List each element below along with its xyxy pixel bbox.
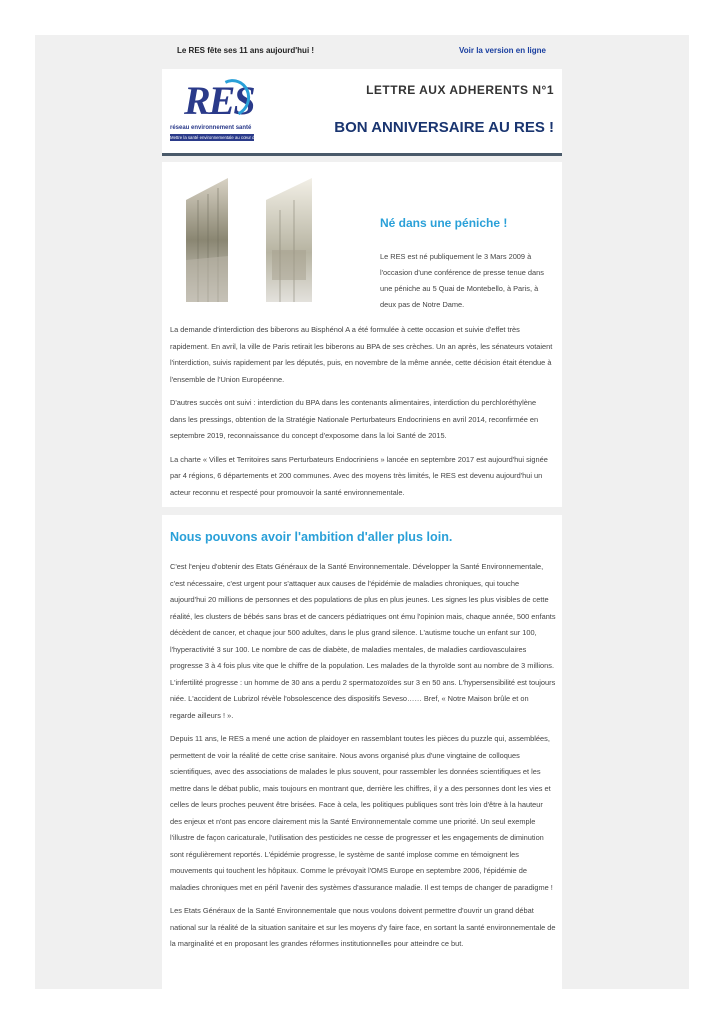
newsletter-header: [162, 69, 562, 156]
newsletter-page: [35, 35, 689, 989]
section-birth-intro: Le RES est né publiquement le 3 Mars 2009 à l'occasion d'une conférence de presse tenue dans une péniche au 5 Quai de Montebello, à Paris, à deux pas de Notre Dame.: [380, 252, 544, 309]
preheader-text: Le RES fête ses 11 ans aujourd'hui !: [177, 46, 315, 55]
logo-subtagline: Mettre la santé environnementale au cœur des politiques publiques: [170, 135, 299, 140]
paragraph: La charte « Villes et Territoires sans Perturbateurs Endocriniens » lancée en septembre 2017 est aujourd'hui signée par 4 régions, 6 départements et 200 communes. Avec des moyens très limités, le RES est devenu aujourd'hui un acteur reconnu et respecté pour promouvoir la santé environnementale.: [170, 454, 548, 497]
section-ambition-body: [170, 559, 556, 960]
paragraph: Depuis 11 ans, le RES a mené une action de plaidoyer en rassemblant toutes les pièces du puzzle qui, assemblées, permettent de voir la réalité de cette crise sanitaire. Nous avons organisé plus d'une vingtaine de colloques scientifiques, avec des associations de malades le plus souvent, pour rassembler les données scientifiques et les mettre dans le débat public, mais toujours en montrant que, derrière les chiffres, il y a des personnes dont les vies et celles de leurs proches peuvent être brisées. Face à cela, les politiques publiques sont très loin d'être à la hauteur des enjeux et n'ont pas encore clairement mis la Santé Environnementale comme une priorité. Un seul exemple l'illustre de façon caricaturale, l'utilisation des pesticides ne cesse de progresser et les engagements de diminution sont régulièrement reportés. L'épidémie progresse, le système de santé implose comme en témoignent les mouvements qui touchent les hôpitaux. Comme le prévoyait l'OMS Europe en septembre 2006, l'épidémie de maladies chroniques met en péril l'avenir des systèmes d'assurance maladie. Il est temps de changer de paradigme !: [170, 734, 553, 892]
section-ambition-heading: Nous pouvons avoir l'ambition d'aller plus loin.: [170, 530, 453, 544]
section-birth-body: [170, 322, 554, 508]
paragraph: C'est l'enjeu d'obtenir des Etats Généraux de la Santé Environnementale. Développer la Santé Environnementale, c'est nécessaire, c'est urgent pour s'attaquer aux causes de l'épidémie de maladies chroniques, qui touche aujourd'hui 20 millions de personnes et des populations de plus en plus jeunes. Les signes les plus visibles de cette réalité, les clusters de bébés sans bras et de cancers pédiatriques ont ému l'opinion mais, chaque année, 500 enfants décèdent de cancer, et chaque jour 500 adultes, dans le plus grand silence. L'autisme touche un enfant sur 100, l'hyperactivité 3 sur 100. Le nombre de cas de diabète, de maladies mentales, de maladies cardiovasculaires progresse 3 à 4 fois plus vite que le chiffre de la population. Les malades de la thyroïde sont au nombre de 3 millions. L'infertilité progresse : un homme de 30 ans a perdu 2 spermatozoïdes sur 3 en 50 ans. L'hypersensibilité est toujours niée. L'accident de Lubrizol révèle l'obsolescence des dispositifs Seveso…… Bref, « Notre Maison brûle et on regarde ailleurs ! ».: [170, 562, 556, 720]
newsletter-subtitle: LETTRE AUX ADHERENTS N°1: [366, 83, 554, 97]
view-online-link[interactable]: Voir la version en ligne: [459, 46, 546, 55]
paragraph: D'autres succès ont suivi : interdiction du BPA dans les contenants alimentaires, interdiction du perchloréthylène dans les pressings, obtention de la Stratégie Nationale Perturbateurs Endocriniens en avril 2014, reconfirmée en septembre 2019, reconnaissance du concept d'exposome dans la loi Santé de 2015.: [170, 398, 539, 440]
logo-letters: RES: [184, 78, 254, 123]
section-birth-heading: Né dans une péniche !: [380, 216, 508, 230]
section-birth: [162, 162, 562, 507]
paragraph: Les Etats Généraux de la Santé Environnementale que nous voulons doivent permettre d'ouvrir un grand débat national sur la réalité de la situation sanitaire et sur les moyens d'y faire face, en sortant la santé environnementale de la marginalité et en proposant les grandes réformes institutionnelles pour atteindre ce but.: [170, 906, 556, 948]
section-ambition: [162, 515, 562, 989]
newsletter-title: BON ANNIVERSAIRE AU RES !: [334, 119, 554, 136]
eleven-photo-image: [184, 170, 336, 305]
logo-tagline: réseau environnement santé: [170, 125, 252, 131]
res-logo: [170, 77, 299, 147]
paragraph: La demande d'interdiction des biberons au Bisphénol A a été formulée à cette occasion et suivie d'effet très rapidement. En avril, la ville de Paris retirait les biberons au BPA de ses crèches. Un an après, les sénateurs votaient l'interdiction, suivis rapidement par les députés, puis, en novembre de la même année, cette décision était étendue à l'ensemble de l'Union Européenne.: [170, 325, 553, 384]
preheader-bar: [35, 35, 689, 67]
